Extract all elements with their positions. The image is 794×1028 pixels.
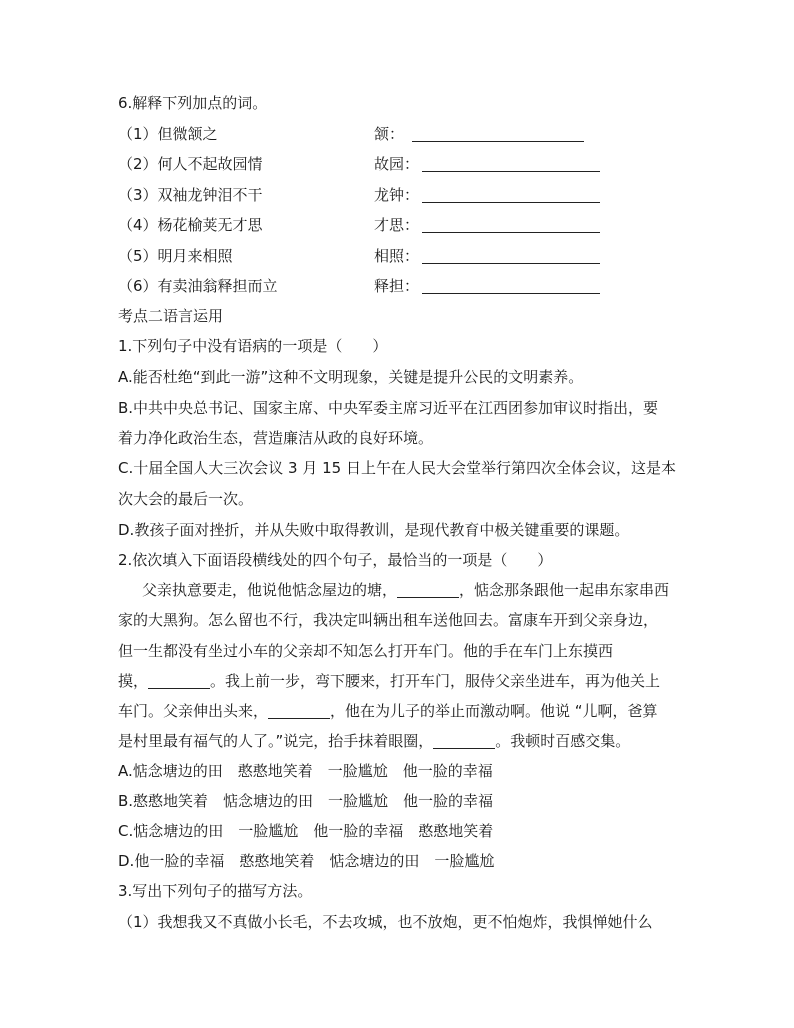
q6-title: 6.解释下列加点的词。 bbox=[118, 94, 268, 112]
q1-option-b-line2: 着力净化政治生态，营造廉洁从政的良好环境。 bbox=[118, 429, 434, 447]
q6-item-4-blank[interactable] bbox=[422, 232, 600, 233]
q2-passage-text: 摸， bbox=[118, 672, 149, 690]
section-title: 考点二语言运用 bbox=[118, 307, 224, 325]
q2-passage-text: ，惦念那条跟他一起串东家串西 bbox=[459, 581, 670, 599]
q6-item-1-blank[interactable] bbox=[412, 141, 584, 142]
q1-option-a: A.能否杜绝“到此一游”这种不文明现象，关键是提升公民的文明素养。 bbox=[118, 368, 584, 386]
q6-item-2-blank[interactable] bbox=[422, 171, 600, 172]
q6-item-2-label: （2）何人不起故园情 bbox=[118, 155, 263, 173]
q6-item-6-blank[interactable] bbox=[422, 293, 600, 294]
q2-passage-line2: 家的大黑狗。怎么留也不行，我决定叫辆出租车送他回去。富康车开到父亲身边， bbox=[118, 611, 659, 629]
q6-item-1-label: （1）但微颔之 bbox=[118, 125, 218, 143]
q2-option-b: B.憨憨地笑着 惦念塘边的田 一脸尴尬 他一脸的幸福 bbox=[118, 792, 494, 810]
q2-passage-line6 bbox=[118, 731, 630, 751]
q2-option-c: C.惦念塘边的田 一脸尴尬 他一脸的幸福 憨憨地笑着 bbox=[118, 822, 494, 840]
q2-passage-text: ，他在为儿子的举止而激动啊。他说 “儿啊，爸算 bbox=[330, 702, 658, 720]
q6-item-5-label: （5）明月来相照 bbox=[118, 247, 233, 265]
q6-item-2-field: 故园： bbox=[374, 155, 420, 173]
q2-option-d: D.他一脸的幸福 憨憨地笑着 惦念塘边的田 一脸尴尬 bbox=[118, 852, 495, 870]
q6-item-6-field: 释担： bbox=[374, 277, 420, 295]
q6-item-6-label: （6）有卖油翁释担而立 bbox=[118, 277, 278, 295]
q2-passage-text: 车门。父亲伸出头来， bbox=[118, 702, 269, 720]
q6-item-5-blank[interactable] bbox=[422, 263, 600, 264]
q3-stem: 3.写出下列句子的描写方法。 bbox=[118, 882, 313, 900]
q2-passage-text: 。我上前一步，弯下腰来，打开车门，服侍父亲坐进车，再为他关上 bbox=[210, 672, 661, 690]
q2-option-a: A.惦念塘边的田 憨憨地笑着 一脸尴尬 他一脸的幸福 bbox=[118, 762, 493, 780]
q1-stem: 1.下列句子中没有语病的一项是（ ） bbox=[118, 337, 388, 355]
q2-blank-4[interactable] bbox=[433, 734, 495, 749]
q1-option-d: D.教孩子面对挫折，并从失败中取得教训，是现代教育中极关键重要的课题。 bbox=[118, 521, 630, 539]
q6-item-3-label: （3）双袖龙钟泪不干 bbox=[118, 186, 263, 204]
q2-passage-text: 父亲执意要走，他说他惦念屋边的塘， bbox=[142, 581, 398, 599]
q6-item-5-field: 相照： bbox=[374, 247, 420, 265]
q1-option-b-line1: B.中共中央总书记、国家主席、中央军委主席习近平在江西团参加审议时指出，要 bbox=[118, 399, 659, 417]
q2-blank-1[interactable] bbox=[397, 583, 459, 598]
q2-passage-line1 bbox=[142, 580, 669, 600]
q2-stem: 2.依次填入下面语段横线处的四个句子，最恰当的一项是（ ） bbox=[118, 551, 553, 569]
q6-item-4-field: 才思： bbox=[374, 216, 420, 234]
q2-passage-line4 bbox=[118, 671, 660, 691]
q1-option-c-line1: C.十届全国人大三次会议 3 月 15 日上午在人民大会堂举行第四次全体会议，这是本 bbox=[118, 459, 676, 477]
q2-blank-2[interactable] bbox=[148, 674, 210, 689]
q6-item-1-field: 颔： bbox=[374, 125, 405, 143]
q1-option-c-line2: 次大会的最后一次。 bbox=[118, 490, 254, 508]
q6-item-3-blank[interactable] bbox=[422, 202, 600, 203]
q3-sentence-1: （1）我想我又不真做小长毛，不去攻城，也不放炮，更不怕炮炸，我惧惮她什么 bbox=[118, 913, 653, 931]
q6-item-3-field: 龙钟： bbox=[374, 186, 420, 204]
q2-passage-text: 是村里最有福气的人了。”说完，抬手抹着眼圈， bbox=[118, 732, 434, 750]
q2-passage-line3: 但一生都没有坐过小车的父亲却不知怎么打开车门。他的手在车门上东摸西 bbox=[118, 642, 614, 660]
q2-blank-3[interactable] bbox=[268, 704, 330, 719]
q2-passage-line5 bbox=[118, 701, 658, 721]
q2-passage-text: 。我顿时百感交集。 bbox=[495, 732, 631, 750]
q6-item-4-label: （4）杨花榆荚无才思 bbox=[118, 216, 263, 234]
